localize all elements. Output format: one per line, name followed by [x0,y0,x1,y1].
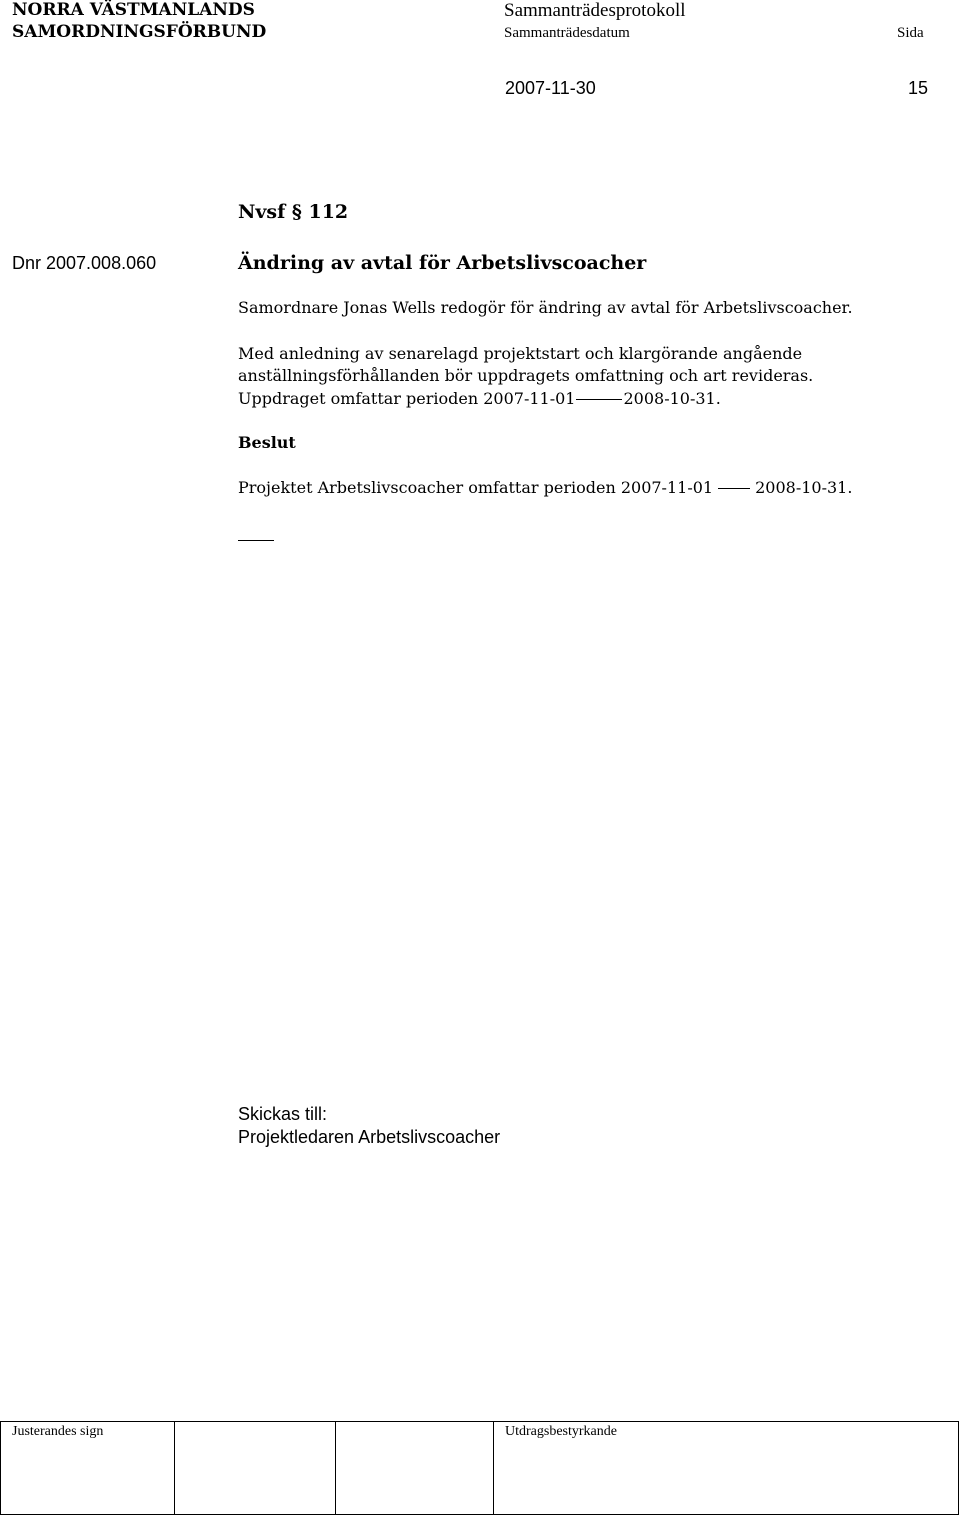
en-dash [718,488,750,489]
paragraph-2-line-3 [238,389,721,408]
decision-text [238,478,852,497]
justerandes-sign-cell [1,1422,175,1515]
section-heading: Ändring av avtal för Arbetslivscoacher [238,252,647,274]
section-end-rule [238,540,274,541]
decision-start-text: Projektet Arbetslivscoacher omfattar perioden 2007-11-01 [238,478,714,497]
paragraph-2-line-2: anställningsförhållanden bör uppdragets omfattning och art revideras. [238,366,814,385]
doc-type: Sammanträdesprotokoll [504,0,686,21]
send-to-label: Skickas till: [238,1104,328,1124]
dnr: Dnr 2007.008.060 [12,253,157,273]
org-name-line2: SAMORDNINGSFÖRBUND [12,22,267,42]
sign-cell-3 [336,1422,494,1515]
signature-footer [0,1421,959,1515]
decision-end-text: 2008-10-31. [755,478,853,497]
meeting-date-label: Sammanträdesdatum [504,25,630,41]
period-start-text: Uppdraget omfattar perioden 2007-11-01 [238,389,576,408]
paragraph-title [238,201,348,223]
utdragsbestyrkande-cell [494,1422,959,1515]
meeting-date-value: 2007-11-30 [505,78,596,98]
recipient: Projektledaren Arbetslivscoacher [238,1127,501,1147]
paragraph-2-line-1: Med anledning av senarelagd projektstart och klargörande angående [238,344,803,363]
justerandes-sign-label: Justerandes sign [12,1424,104,1439]
paragraph-1: Samordnare Jonas Wells redogör för ändring av avtal för Arbetslivscoacher. [238,298,853,317]
paragraph-number: 112 [308,201,349,223]
paragraph-prefix: Nvsf [238,201,286,223]
section-sign: § [291,201,302,223]
decision-heading: Beslut [238,433,296,452]
page-label: Sida [897,25,924,41]
sign-cell-2 [175,1422,336,1515]
org-name-line1: NORRA VÄSTMANLANDS [12,0,255,20]
em-dash [576,399,622,400]
utdragsbestyrkande-label: Utdragsbestyrkande [505,1424,617,1439]
period-end-text: 2008-10-31. [623,389,721,408]
page-number: 15 [908,78,929,98]
